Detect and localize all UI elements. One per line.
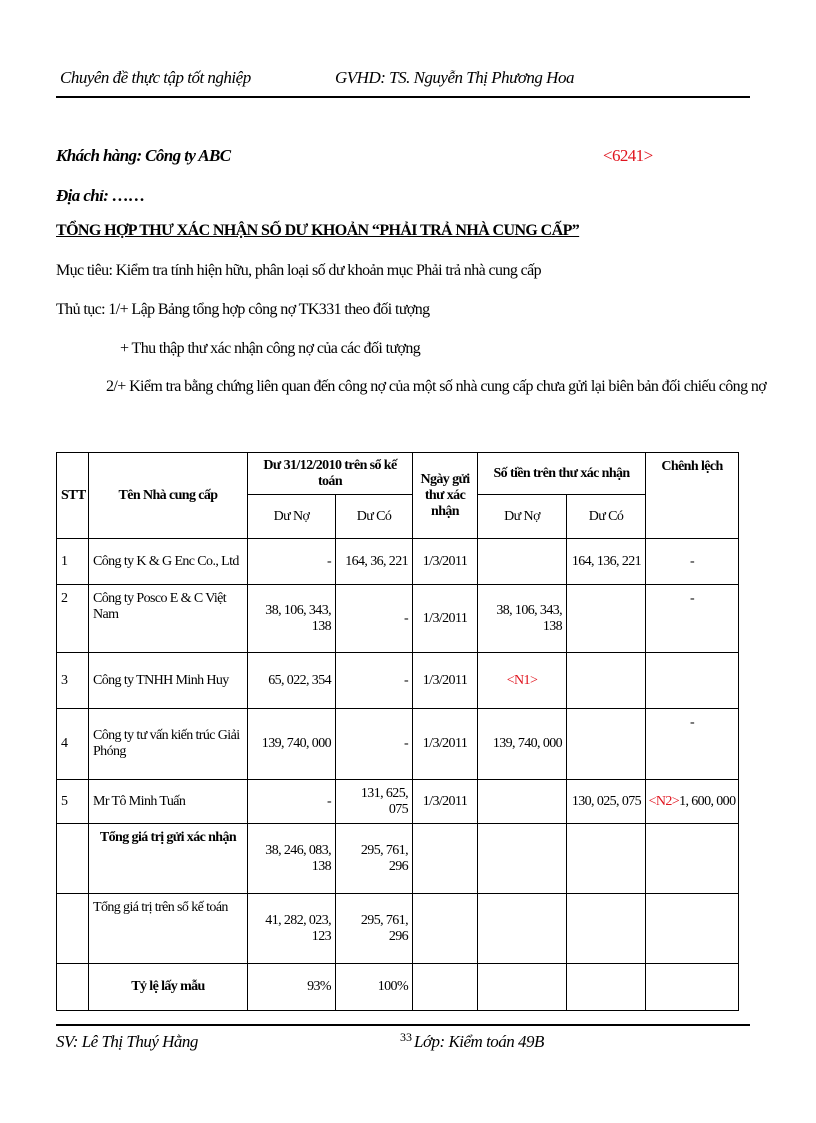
row-credit: 131, 625, 075	[336, 780, 413, 824]
row-conf-debit	[478, 539, 567, 585]
sample-rate-label: Tỷ lệ lấy mẫu	[89, 964, 248, 1011]
row-difference	[646, 539, 739, 585]
header-conf-debit: Dư Nợ	[478, 495, 567, 539]
row-conf-debit	[478, 780, 567, 824]
row-debit: 38, 106, 343, 138	[248, 585, 336, 653]
header-credit: Dư Có	[336, 495, 413, 539]
header-rule	[56, 96, 750, 98]
row-credit: -	[336, 709, 413, 780]
procedure-line-1: Thủ tục: 1/+ Lập Bảng tổng hợp công nợ TK331 theo đối tượng	[56, 301, 430, 318]
total-confirmed-debit: 38, 246, 083, 138	[248, 824, 336, 894]
row-credit: 164, 36, 221	[336, 539, 413, 585]
row-supplier-name: Công ty K & G Enc Co., Ltd	[89, 539, 248, 585]
table-row	[57, 539, 739, 585]
header-date-sent: Ngày gửi thư xác nhận	[413, 453, 478, 539]
row-stt: 1	[57, 539, 89, 585]
row-date: 1/3/2011	[413, 780, 478, 824]
row-diff-value: 1, 600, 000	[679, 793, 736, 809]
row-difference	[646, 585, 739, 653]
procedure-line-2: + Thu thập thư xác nhận công nợ của các đối tượng	[120, 340, 421, 357]
row-credit: -	[336, 585, 413, 653]
footer-class: Lớp: Kiểm toán 49B	[414, 1032, 544, 1051]
row-conf-credit: 164, 136, 221	[567, 539, 646, 585]
row-diff-tag: <N2>	[648, 793, 680, 809]
header-difference: Chênh lệch	[646, 453, 739, 539]
row-date: 1/3/2011	[413, 653, 478, 709]
page-title: TỔNG HỢP THƯ XÁC NHẬN SỐ DƯ KHOẢN “PHẢI TRẢ NHÀ CUNG CẤP”	[56, 222, 580, 239]
footer-student: SV: Lê Thị Thuý Hằng	[56, 1032, 198, 1051]
sample-rate-row	[57, 964, 739, 1011]
sample-rate-credit: 100%	[336, 964, 413, 1011]
header-supervisor: GVHD: TS. Nguyễn Thị Phương Hoa	[335, 68, 574, 87]
row-conf-credit	[567, 709, 646, 780]
row-conf-credit	[567, 585, 646, 653]
customer-code: <6241>	[603, 146, 653, 165]
table-row	[57, 780, 739, 824]
total-books-row	[57, 894, 739, 964]
row-date: 1/3/2011	[413, 709, 478, 780]
objective-text: Mục tiêu: Kiểm tra tính hiện hữu, phân loại số dư khoản mục Phải trả nhà cung cấp	[56, 262, 542, 279]
row-stt: 5	[57, 780, 89, 824]
customer-label: Khách hàng: Công ty ABC	[56, 146, 231, 165]
row-conf-debit: <N1>	[478, 653, 567, 709]
customer-address: Địa chỉ: ……	[56, 186, 145, 205]
page-number: 33	[400, 1030, 412, 1044]
row-diff-value: -	[690, 591, 695, 606]
row-stt: 4	[57, 709, 89, 780]
row-conf-credit	[567, 653, 646, 709]
row-supplier-name: Công ty TNHH Minh Huy	[89, 653, 248, 709]
row-debit: 139, 740, 000	[248, 709, 336, 780]
row-debit: 65, 022, 354	[248, 653, 336, 709]
row-difference	[646, 653, 739, 709]
row-debit: -	[248, 539, 336, 585]
row-credit: -	[336, 653, 413, 709]
row-difference	[646, 780, 739, 824]
row-supplier-name: Mr Tô Minh Tuấn	[89, 780, 248, 824]
sample-rate-debit: 93%	[248, 964, 336, 1011]
header-debit: Dư Nợ	[248, 495, 336, 539]
total-books-label: Tổng giá trị trên sổ kế toán	[89, 894, 248, 964]
header-conf-credit: Dư Có	[567, 495, 646, 539]
row-stt: 2	[57, 585, 89, 653]
row-stt: 3	[57, 653, 89, 709]
header-doc-title: Chuyên đề thực tập tốt nghiệp	[60, 68, 251, 87]
header-supplier: Tên Nhà cung cấp	[89, 453, 248, 539]
row-conf-credit: 130, 025, 075	[567, 780, 646, 824]
table-row	[57, 653, 739, 709]
total-books-debit: 41, 282, 023, 123	[248, 894, 336, 964]
header-balance-group: Dư 31/12/2010 trên sổ kế toán	[248, 453, 413, 495]
total-confirmed-credit: 295, 761, 296	[336, 824, 413, 894]
procedure-line-3: 2/+ Kiểm tra bằng chứng liên quan đến công nợ của một số nhà cung cấp chưa gửi lại biên bản đối chiếu công nợ	[106, 378, 767, 395]
total-books-credit: 295, 761, 296	[336, 894, 413, 964]
confirmation-table	[56, 452, 739, 1011]
row-difference	[646, 709, 739, 780]
header-confirmed-group: Số tiền trên thư xác nhận	[478, 453, 646, 495]
total-confirmed-row	[57, 824, 739, 894]
row-diff-value: -	[690, 553, 695, 569]
row-date: 1/3/2011	[413, 539, 478, 585]
row-conf-debit: 38, 106, 343, 138	[478, 585, 567, 653]
row-diff-value: -	[690, 715, 695, 730]
row-conf-debit: 139, 740, 000	[478, 709, 567, 780]
row-date: 1/3/2011	[413, 585, 478, 653]
header-stt: STT	[57, 453, 89, 539]
row-supplier-name: Công ty tư vấn kiến trúc Giải Phóng	[89, 709, 248, 780]
row-debit: -	[248, 780, 336, 824]
table-row	[57, 585, 739, 653]
total-confirmed-label: Tổng giá trị gửi xác nhận	[89, 824, 248, 894]
table-row	[57, 709, 739, 780]
row-supplier-name: Công ty Posco E & C Việt Nam	[89, 585, 248, 653]
footer-rule	[56, 1024, 750, 1026]
